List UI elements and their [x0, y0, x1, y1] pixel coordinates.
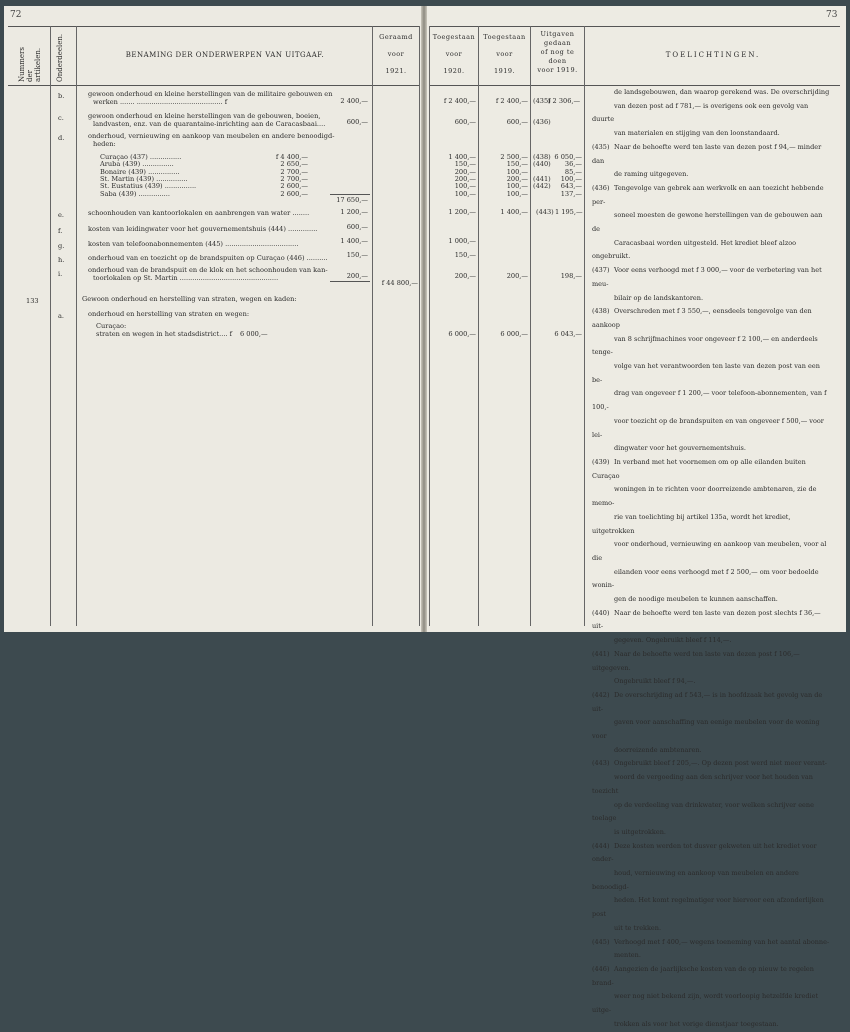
note-line — [592, 716, 832, 743]
note-text: gaven voor aanschaffing van eenige meubelen voor de woning voor — [592, 718, 820, 741]
article-number: 133 — [26, 297, 39, 305]
total-rule — [330, 281, 370, 282]
note-line — [592, 182, 832, 209]
item-text: gewoon onderhoud en kleine herstellingen van de militaire gebouwen en — [88, 90, 333, 98]
note-text: is uitgetrokken. — [614, 827, 666, 836]
col-line — [419, 26, 420, 626]
note-text: de raming uitgegeven. — [614, 170, 689, 179]
note-line — [592, 387, 832, 414]
header-line: gedaan — [543, 39, 572, 47]
col-line — [584, 26, 585, 626]
note-text: bilair op de landskantoren. — [614, 293, 704, 302]
island-1920: 100,— — [454, 182, 476, 191]
header-line: voor — [496, 50, 513, 58]
item-1919: 600,— — [506, 118, 528, 126]
note-text: gegeven. Ongebruikt bleef f 114,—. — [614, 636, 732, 645]
note-text: woord de vergoeding aan den schrijver voor het houden van toezicht — [592, 773, 813, 795]
note-line — [592, 100, 832, 127]
header-geraamd — [374, 32, 418, 76]
note-line — [592, 867, 832, 894]
item-geraamd: 200,— — [346, 272, 368, 280]
note-number: (436) — [592, 183, 610, 192]
note-line — [592, 305, 832, 332]
item-text: onderhoud van de brandspuit en de klok en het schoonhouden van kan- — [88, 266, 328, 274]
island-amount: 2 700,— — [280, 174, 308, 183]
item-text: onderhoud, vernieuwing en aankoop van meubelen en andere benoodigd- — [88, 132, 335, 140]
note-line — [592, 1018, 832, 1032]
item-text: toorlokalen op St. Martin ............................................... — [93, 274, 279, 282]
note-line — [592, 168, 832, 182]
note-text: Tengevolge van gebrek aan werkvolk en aan toezicht hebbende per- — [592, 183, 824, 206]
note-line — [592, 86, 832, 100]
note-number: (439) — [592, 457, 610, 466]
note-text: doorreizende ambtenaren. — [614, 745, 702, 754]
item-1920: 150,— — [454, 251, 476, 259]
note-line — [592, 936, 832, 950]
note-line — [592, 771, 832, 798]
item-letter: d. — [58, 134, 65, 142]
item-letter: i. — [58, 270, 63, 278]
header-line: 1919. — [493, 67, 516, 75]
note-line — [592, 566, 832, 593]
col-line — [76, 26, 77, 626]
header-line: voor — [387, 50, 405, 58]
header-bottom-rule — [8, 85, 419, 86]
note-number: (438) — [592, 307, 610, 316]
island-name: Bonaire (439) ............... — [100, 167, 180, 176]
article-title: Gewoon onderhoud en herstelling van straten, wegen en kaden: — [82, 295, 297, 303]
note-text: uit te trekken. — [614, 923, 662, 932]
item-letter: f. — [58, 227, 63, 235]
note-text: Aangezien de jaarlijksche kosten van de op nieuw te regelen brand- — [592, 965, 814, 987]
item-text: kosten van leidingwater voor het gouvernementshuis (444) .............. — [88, 225, 318, 233]
note-text: Naar de behoefte werd ten laste van dezen post slechts f 36,— uit- — [592, 608, 821, 631]
island-uitgaven: 6 050,— — [554, 153, 582, 161]
note-line — [592, 456, 832, 483]
note-line — [592, 922, 832, 936]
note-line — [592, 511, 832, 538]
island-ref: (438) — [533, 153, 551, 161]
note-line — [592, 826, 832, 840]
header-toegestaan-1919 — [480, 32, 529, 76]
subtotal-rule — [330, 194, 370, 195]
item-text: onderhoud van en toezicht op de brandspuiten op Curaçao (446) .......... — [88, 254, 328, 262]
note-line — [592, 689, 832, 716]
item-uitgaven: 1 195,— — [555, 208, 583, 216]
island-uitgaven: 36,— — [564, 160, 582, 169]
note-line — [592, 675, 832, 689]
item-1919: 1 400,— — [500, 208, 528, 216]
item-amount: 6 000,— — [240, 330, 268, 338]
item-text: straten en wegen in het stadsdistrict.... f — [96, 330, 233, 338]
right-page-number: 73 — [826, 10, 838, 20]
toelichtingen-notes — [592, 86, 832, 1032]
note-line — [592, 634, 832, 648]
note-line — [592, 894, 832, 921]
island-name: Aruba (439) ............... — [100, 160, 174, 169]
note-line — [592, 963, 832, 990]
island-name: St. Martin (439) ............... — [100, 174, 188, 183]
item-letter: e. — [58, 211, 64, 219]
header-line: Toegestaan — [432, 33, 476, 41]
header-nummers: Nummers der artikelen. — [18, 47, 42, 82]
island-heading: Curaçao: — [96, 322, 127, 330]
note-text: van 8 schrijfmachines voor ongeveer f 2 100,— en anderdeels tenge- — [592, 334, 818, 357]
note-text: Caracasbaai worden uitgesteld. Het krediet bleef alzoo ongebruikt. — [592, 238, 797, 261]
item-1920: 1 000,— — [448, 237, 476, 245]
item-1920: 6 000,— — [448, 330, 476, 338]
item-geraamd: 150,— — [346, 251, 368, 259]
header-top-rule — [8, 26, 419, 27]
note-number: (443) — [592, 759, 610, 768]
island-1920: 200,— — [454, 167, 476, 176]
item-1920: 200,— — [454, 272, 476, 280]
island-1919: 100,— — [506, 167, 528, 176]
note-text: dingwater voor het gouvernementshuis. — [614, 444, 746, 453]
island-1919: 100,— — [506, 182, 528, 191]
note-text: In verband met het voornemen om op alle eilanden buiten Curaçao — [592, 457, 806, 480]
island-1919: 150,— — [506, 160, 528, 169]
header-line: Geraamd — [379, 33, 413, 41]
note-text: de landsgebouwen, dan waarop gerekend was. De overschrijding — [614, 88, 830, 96]
note-number: (442) — [592, 690, 610, 699]
item-letter: b. — [58, 92, 65, 100]
item-geraamd: 1 400,— — [340, 237, 368, 245]
island-1919: 100,— — [506, 189, 528, 198]
note-text: Deze kosten werden tot dusver gekweten uit het krediet voor onder- — [592, 841, 817, 864]
item-geraamd: 600,— — [346, 223, 368, 231]
note-number: (441) — [592, 649, 610, 658]
note-number: (440) — [592, 608, 610, 617]
item-letter: c. — [58, 114, 64, 122]
note-line — [592, 593, 832, 607]
item-text: onderhoud en herstelling van straten en wegen: — [88, 310, 250, 318]
header-line: Toegestaan — [483, 33, 526, 41]
col-line — [478, 26, 479, 626]
item-1919: 6 000,— — [500, 330, 528, 338]
note-number: (445) — [592, 937, 610, 946]
item-geraamd: 600,— — [346, 118, 368, 126]
item-ref: (436) — [533, 118, 551, 126]
note-line — [592, 415, 832, 442]
left-page-number: 72 — [10, 10, 22, 20]
note-line — [592, 990, 832, 1017]
note-text: Naar de behoefte werd ten laste van dezen post f 94,— minder dan — [592, 142, 822, 165]
note-number: (437) — [592, 266, 610, 275]
note-line — [592, 799, 832, 826]
island-amount: 2 600,— — [280, 182, 308, 191]
header-line: 1920. — [443, 67, 465, 75]
island-name: Saba (439) ............... — [100, 189, 170, 198]
note-text: Ongebruikt bleef f 94,—. — [614, 677, 696, 686]
island-uitgaven: 85,— — [564, 167, 582, 176]
item-1920: f 2 400,— — [443, 97, 476, 105]
note-text: rie van toelichting bij artikel 135a, wordt het krediet, uitgetrokken — [592, 512, 791, 535]
col-line — [429, 26, 430, 626]
note-text: trokken als voor het vorige dienstjaar toegestaan. — [614, 1019, 779, 1028]
island-amount: f 4 400,— — [275, 153, 308, 161]
note-text: heden. Het komt regelmatiger voor hiervoor een afzonderlijken post — [592, 896, 824, 919]
note-text: op de verdeeling van drinkwater, voor welken schrijver eene toelage — [592, 800, 814, 823]
header-line: voor — [445, 50, 463, 58]
island-name: St. Eustatius (439) ............... — [100, 182, 197, 191]
note-number: (446) — [592, 965, 610, 973]
note-line — [592, 744, 832, 758]
header-top-rule-right — [429, 26, 840, 27]
note-text: weer nog niet bekend zijn, wordt voorloopig hetzelfde krediet uitge- — [592, 992, 819, 1015]
item-text: heden: — [93, 140, 116, 148]
item-uitgaven: f 2 306,— — [548, 97, 581, 105]
note-line — [592, 209, 832, 236]
col-line — [50, 26, 51, 626]
island-1920: 1 400,— — [448, 153, 476, 161]
note-line — [592, 648, 832, 675]
island-uitgaven: 100,— — [560, 174, 582, 183]
note-line — [592, 141, 832, 168]
note-number: (444) — [592, 841, 610, 850]
note-text: soneel moesten de gewone herstellingen van de gebouwen aan de — [592, 211, 823, 234]
note-line — [592, 483, 832, 510]
article-total: f 44 800,— — [381, 279, 418, 287]
item-geraamd: 1 200,— — [340, 208, 368, 216]
item-letter: a. — [58, 312, 65, 320]
note-line — [592, 292, 832, 306]
island-ref: (442) — [533, 182, 551, 191]
header-line: Uitgaven — [540, 30, 575, 38]
item-ref: (443) — [536, 208, 554, 216]
note-line — [592, 607, 832, 634]
item-text: landvasten, enz. van de quarantaine-inrichting aan de Caracasbaai.... — [93, 120, 326, 128]
note-line — [592, 360, 832, 387]
island-uitgaven: 643,— — [560, 182, 582, 191]
note-text: Ongebruikt bleef f 205,—. Op dezen post werd niet meer verant- — [614, 759, 827, 768]
item-1920: 1 200,— — [448, 208, 476, 216]
island-uitgaven: 137,— — [560, 189, 582, 198]
island-1920: 150,— — [454, 160, 476, 169]
item-text: gewoon onderhoud en kleine herstellingen van de gebouwen, boeien, — [88, 112, 321, 120]
header-toegestaan-1920 — [431, 32, 477, 76]
note-line — [592, 442, 832, 456]
note-text: van materialen en stijging van den loonstandaard. — [614, 129, 780, 138]
note-text: menten. — [614, 951, 641, 960]
note-line — [592, 949, 832, 963]
note-text: woningen in te richten voor doorreizende ambtenaren, zie de memo- — [592, 485, 817, 508]
note-text: drag van ongeveer f 1 200,— voor telefoon-abonnementen, van f 100,- — [592, 389, 827, 412]
note-text: voor toezicht op de brandspuiten en van ongeveer f 500,— voor lei- — [592, 416, 824, 439]
note-text: Voor eens verhoogd met f 3 000,— voor de verbetering van het meu- — [592, 266, 822, 288]
header-line: 1921. — [385, 67, 407, 75]
col-line — [530, 26, 531, 626]
item-uitgaven: 6 043,— — [554, 330, 582, 338]
item-uitgaven: 198,— — [560, 272, 582, 280]
note-line — [592, 333, 832, 360]
item-letter: h. — [58, 256, 65, 264]
item-1919: 200,— — [506, 272, 528, 280]
note-text: van dezen post ad f 781,— is overigens ook een gevolg van duurte — [592, 101, 809, 124]
island-1920: 200,— — [454, 174, 476, 183]
item-text: werken ....... ......................................... f — [93, 98, 228, 106]
island-amount: 2 700,— — [280, 167, 308, 176]
item-geraamd: 2 400,— — [340, 97, 368, 105]
note-text: gen de noodige meubelen te kunnen aanschaffen. — [614, 595, 778, 604]
note-text: Verhoogd met f 400,— wegens toeneming van het aantal abonne- — [614, 937, 830, 946]
note-text: De overschrijding ad f 543,— is in hoofdzaak het gevolg van de uit- — [592, 690, 823, 713]
header-line: voor 1919. — [537, 66, 578, 74]
note-line — [592, 757, 832, 771]
island-ref: (440) — [533, 160, 551, 169]
note-line — [592, 237, 832, 264]
island-1920: 100,— — [454, 189, 476, 198]
item-ref: (435) — [533, 97, 551, 105]
island-1919: 2 500,— — [500, 153, 528, 161]
header-benaming: BENAMING DER ONDERWERPEN VAN UITGAAF. — [125, 51, 325, 59]
island-ref: (441) — [533, 174, 551, 183]
header-uitgaven — [532, 30, 583, 75]
island-1919: 200,— — [506, 174, 528, 183]
item-letter: g. — [58, 242, 65, 250]
note-text: Naar de behoefte werd ten laste van dezen post f 106,— uitgegeven. — [592, 649, 800, 672]
header-toelichtingen: TOELICHTINGEN. — [665, 51, 761, 59]
item-text: kosten van telefoonabonnementen (445) ................................... — [88, 240, 299, 248]
note-text: eilanden voor eens verhoogd met f 2 500,— om voor bedoelde wonin- — [592, 567, 819, 590]
item-text: schoonhouden van kantoorlokalen en aanbrengen van water ........ — [88, 209, 310, 217]
subtotal-d: 17 650,— — [336, 196, 368, 204]
item-1920: 600,— — [454, 118, 476, 126]
note-text: Overschreden met f 3 550,—, eensdeels tengevolge van den aankoop — [592, 307, 812, 329]
item-1919: f 2 400,— — [495, 97, 528, 105]
note-line — [592, 840, 832, 867]
island-amount: 2 650,— — [280, 160, 308, 169]
note-line — [592, 264, 832, 291]
note-line — [592, 127, 832, 141]
header-onderdeelen: Onderdeelen. — [56, 33, 64, 82]
note-text: voor onderhoud, vernieuwing en aankoop van meubelen, voor al die — [592, 540, 827, 562]
header-line: of nog te doen — [540, 48, 575, 65]
note-text: volge van het verantwoorden ten laste van dezen post van een be- — [592, 362, 820, 384]
note-line — [592, 538, 832, 565]
note-text: houd, vernieuwing en aankoop van meubelen en andere benoodigd- — [592, 869, 799, 891]
col-line — [372, 26, 373, 626]
note-number: (435) — [592, 142, 610, 151]
island-amount: 2 600,— — [280, 189, 308, 198]
island-name: Curaçao (437) ............... — [100, 153, 182, 161]
